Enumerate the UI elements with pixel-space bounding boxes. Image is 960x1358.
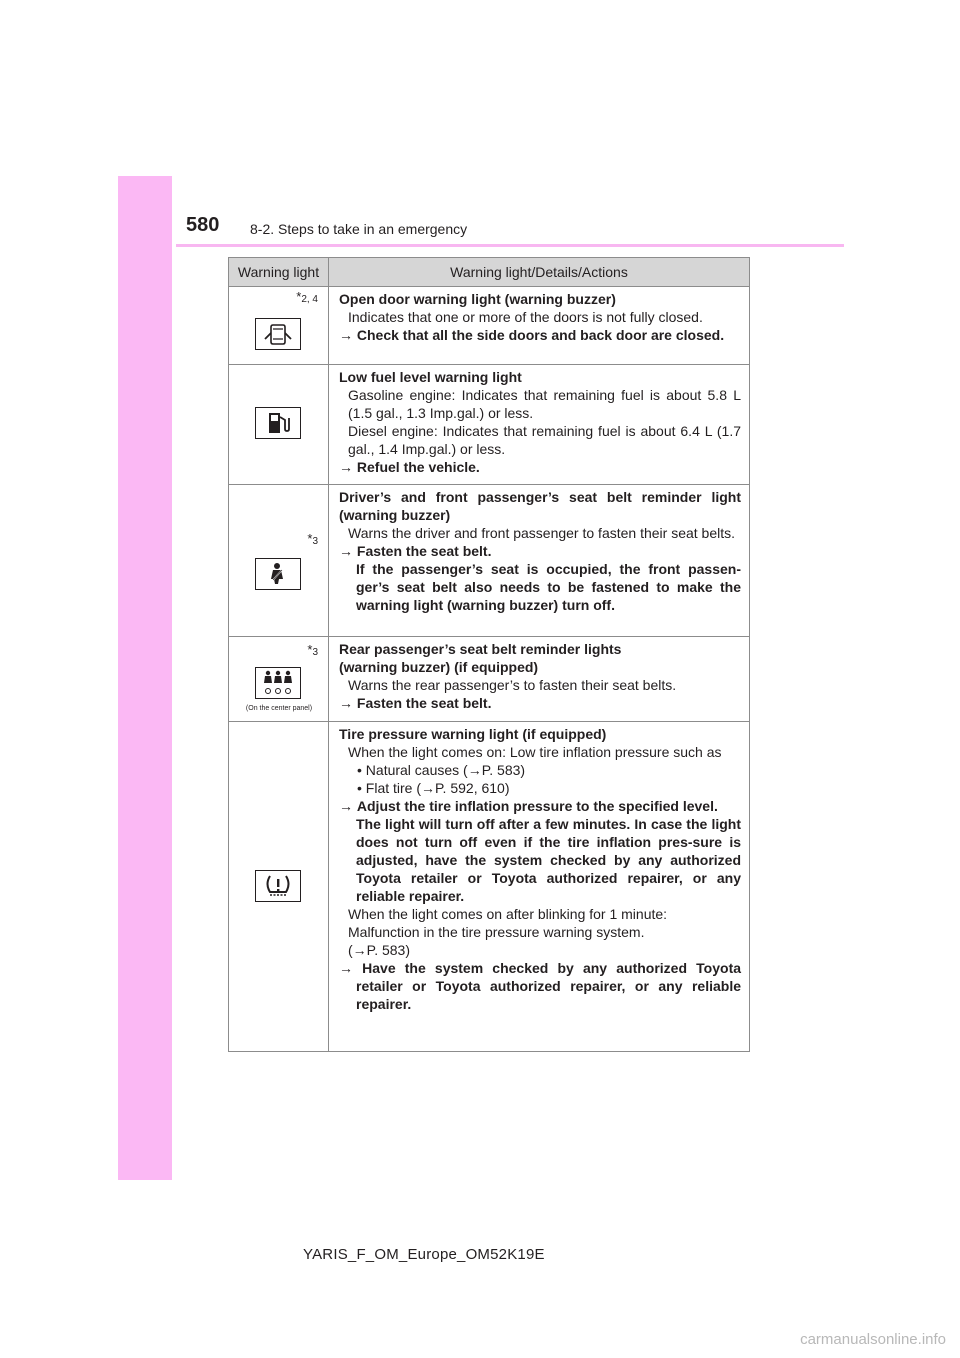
action-text: → Check that all the side doors and back door are closed. (339, 327, 725, 343)
table-row (229, 485, 750, 637)
icon-cell (229, 365, 329, 485)
action-text: → Fasten the seat belt. (339, 543, 492, 559)
side-tab (118, 176, 172, 1180)
icon-cell (229, 637, 329, 722)
page-number: 580 (186, 214, 220, 236)
row-title: Tire pressure warning light (if equipped) (339, 726, 607, 742)
tire-pressure-icon (255, 870, 301, 902)
description-cell (329, 287, 750, 365)
footnote-marker: $*_{2, 4}$ (296, 289, 318, 305)
detail-text: (→P. 583) (348, 942, 410, 958)
column-header-warning-light: Warning light (229, 258, 329, 287)
action-text: → Have the system checked by any authorized Toyota retailer or Toyota authorized repairer, or any reliable repairer. (339, 960, 742, 1012)
row-title: Rear passenger’s seat belt reminder lights (339, 641, 622, 657)
row-title: Open door warning light (warning buzzer) (339, 291, 616, 307)
table-row (229, 722, 750, 1052)
rear-seat-belt-icon (255, 667, 301, 699)
description-cell (329, 722, 750, 1052)
bullet-item: • Flat tire (→P. 592, 610) (357, 780, 510, 796)
row-title: Low fuel level warning light (339, 369, 522, 385)
row-title: Driver’s and front passenger’s seat belt reminder light (warning buzzer) (339, 489, 741, 523)
open-door-icon (255, 318, 301, 350)
table-row (229, 637, 750, 722)
detail-text: Warns the rear passenger’s to fasten their seat belts. (348, 677, 677, 693)
icon-cell (229, 287, 329, 365)
action-text: → Refuel the vehicle. (339, 459, 480, 475)
column-header-details: Warning light/Details/Actions (329, 258, 750, 287)
warning-light-table (228, 257, 750, 1052)
detail-text: Diesel engine: Indicates that remaining fuel is about 6.4 L (1.7 gal., 1.4 Imp.gal.) or less. (348, 423, 741, 457)
footnote-marker: $*_3$ (307, 531, 318, 547)
header-rule (176, 244, 844, 247)
row-title: (warning buzzer) (if equipped) (339, 659, 539, 675)
table-row (229, 365, 750, 485)
section-title: 8-2. Steps to take in an emergency (250, 221, 468, 237)
description-cell (329, 485, 750, 637)
icon-caption: (On the center panel) (245, 705, 313, 712)
detail-text: When the light comes on: Low tire inflation pressure such as (348, 744, 722, 760)
action-detail: If the passenger’s seat is occupied, the front passen-ger’s seat belt also needs to be fastened to make the warning light (warning buzzer) turn off. (356, 561, 741, 613)
document-footer: YARIS_F_OM_Europe_OM52K19E (303, 1246, 545, 1263)
detail-text: When the light comes on after blinking for 1 minute: (348, 906, 668, 922)
table-row (229, 287, 750, 365)
action-text: → Fasten the seat belt. (339, 695, 492, 711)
seat-belt-icon (255, 558, 301, 590)
fuel-pump-icon (255, 407, 301, 439)
detail-text: Warns the driver and front passenger to fasten their seat belts. (348, 525, 736, 541)
icon-cell (229, 485, 329, 637)
detail-text: Gasoline engine: Indicates that remaining fuel is about 5.8 L (1.5 gal., 1.3 Imp.gal.) or less. (348, 387, 741, 421)
action-detail: The light will turn off after a few minutes. In case the light does not turn off even if the tire inflation pres-sure is adjusted, have the system checked by any authorized Toyota retailer or Toyota authorized repairer, or any reliable repairer. (356, 816, 741, 904)
bullet-item: • Natural causes (→P. 583) (357, 762, 526, 778)
detail-text: Indicates that one or more of the doors is not fully closed. (348, 309, 703, 325)
action-text: → Adjust the tire inflation pressure to the specified level. (339, 798, 718, 814)
table-header-row (229, 258, 750, 287)
detail-text: Malfunction in the tire pressure warning system. (348, 924, 645, 940)
icon-cell (229, 722, 329, 1052)
description-cell (329, 637, 750, 722)
watermark: carmanualsonline.info (800, 1331, 946, 1348)
description-cell (329, 365, 750, 485)
footnote-marker: $*_3$ (307, 642, 318, 658)
